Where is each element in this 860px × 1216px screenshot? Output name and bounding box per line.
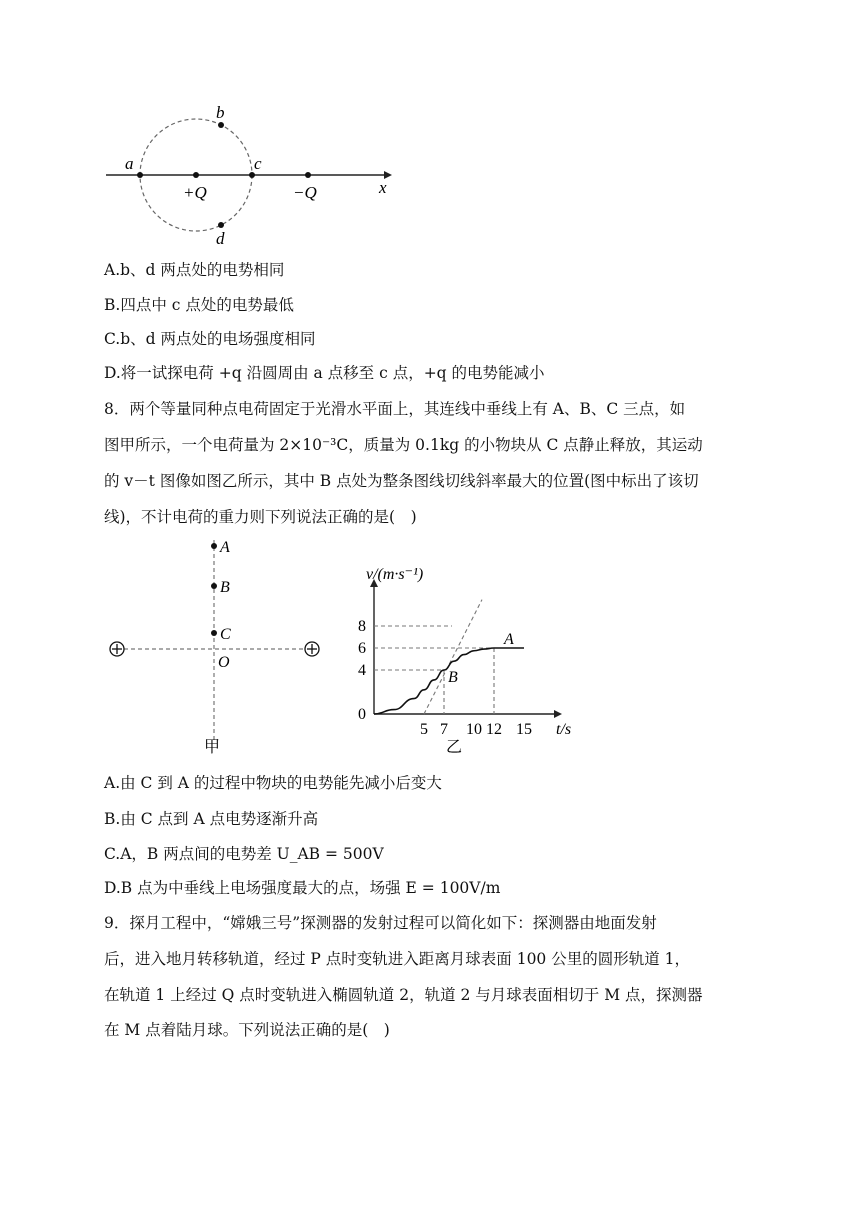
label-O: O bbox=[218, 654, 230, 671]
annotation-B: B bbox=[448, 669, 458, 686]
x-axis-arrow bbox=[554, 710, 562, 718]
caption-jia: 甲 bbox=[204, 739, 221, 756]
q8-option-d: D.B 点为中垂线上电场强度最大的点，场强 E = 100V/m bbox=[104, 879, 501, 897]
y-tick-label-4: 4 bbox=[358, 662, 366, 679]
label-x-axis: x bbox=[379, 178, 387, 197]
q8-stem-line-4: 线)，不计电荷的重力则下列说法正确的是( ) bbox=[104, 508, 417, 526]
q8-option-b: B.由 C 点到 A 点电势逐渐升高 bbox=[104, 810, 319, 828]
label-c: c bbox=[254, 154, 262, 173]
q8-stem-line-2: 图甲所示，一个电荷量为 2×10⁻³C，质量为 0.1kg 的小物块从 C 点静止释放，其运动 bbox=[104, 436, 703, 454]
q9-stem-line-2: 后，进入地月转移轨道，经过 P 点时变轨进入距离月球表面 100 公里的圆形轨道 1， bbox=[104, 950, 691, 968]
label-a: a bbox=[125, 154, 134, 173]
x-tick-label-10: 10 bbox=[466, 721, 482, 738]
tangent-line bbox=[424, 600, 482, 714]
x-tick-label-12: 12 bbox=[486, 721, 502, 738]
label-C: C bbox=[220, 626, 231, 643]
x-axis-label: t/s bbox=[556, 721, 572, 738]
q7-option-d: D.将一试探电荷 +q 沿圆周由 a 点移至 c 点，+q 的电势能减小 bbox=[104, 364, 545, 382]
label-B: B bbox=[220, 579, 230, 596]
q8-option-a: A.由 C 到 A 的过程中物块的电势能先减小后变大 bbox=[104, 774, 442, 792]
q7-option-c: C.b、d 两点处的电场强度相同 bbox=[104, 330, 316, 348]
label-plus-Q: +Q bbox=[183, 183, 207, 202]
q9-stem-line-1: 9．探月工程中，“嫦娥三号”探测器的发射过程可以简化如下：探测器由地面发射 bbox=[104, 914, 657, 932]
label-minus-Q: −Q bbox=[293, 183, 317, 202]
q8-option-c: C.A，B 两点间的电势差 U_AB = 500V bbox=[104, 845, 384, 863]
x-tick-label-5: 5 bbox=[420, 721, 428, 738]
q9-stem-line-3: 在轨道 1 上经过 Q 点时变轨进入椭圆轨道 2，轨道 2 与月球表面相切于 M 点，探测器 bbox=[104, 986, 703, 1004]
annotation-A: A bbox=[504, 631, 514, 648]
q9-stem-line-4: 在 M 点着陆月球。下列说法正确的是( ) bbox=[104, 1021, 390, 1039]
y-tick-label-0: 0 bbox=[358, 706, 366, 723]
q7-option-b: B.四点中 c 点处的电势最低 bbox=[104, 296, 294, 314]
x-tick-label-15: 15 bbox=[516, 721, 532, 738]
y-tick-label-6: 6 bbox=[358, 640, 366, 657]
x-tick-label-7: 7 bbox=[440, 721, 448, 738]
q7-option-a: A.b、d 两点处的电势相同 bbox=[104, 261, 285, 279]
label-b: b bbox=[216, 103, 225, 122]
caption-yi: 乙 bbox=[446, 739, 463, 756]
q8-stem-line-3: 的 v－t 图像如图乙所示，其中 B 点处为整条图线切线斜率最大的位置(图中标出了该切 bbox=[104, 472, 699, 490]
q8-stem-line-1: 8．两个等量同种点电荷固定于光滑水平面上，其连线中垂线上有 A、B、C 三点，如 bbox=[104, 400, 686, 418]
y-axis-label: v/(m·s⁻¹) bbox=[366, 566, 424, 583]
label-d: d bbox=[216, 229, 225, 248]
y-tick-label-8: 8 bbox=[358, 618, 366, 635]
label-A: A bbox=[220, 539, 230, 556]
